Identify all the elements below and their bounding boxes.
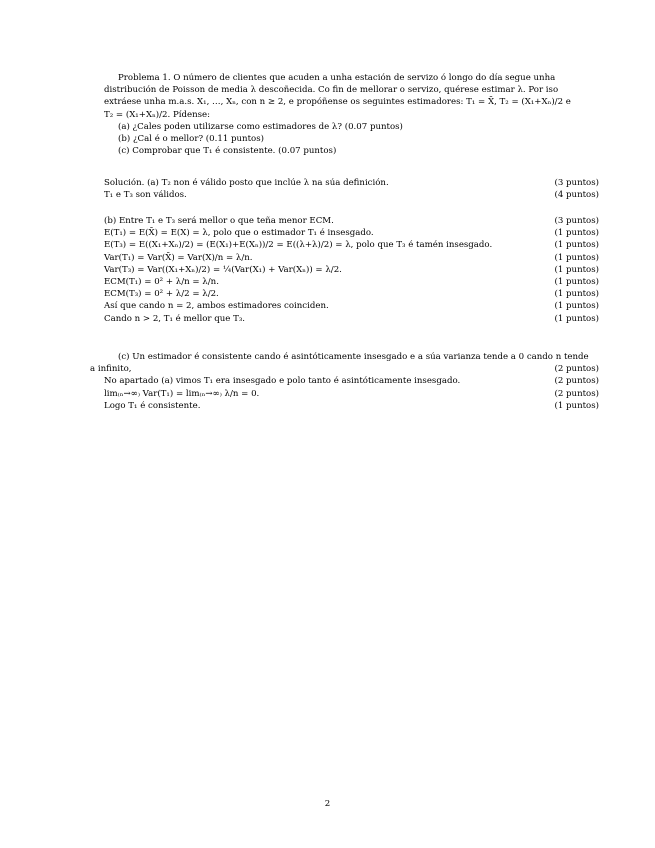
solution-a-points: (3 puntos) — [554, 178, 599, 188]
solution-b-text: ECM(T₁) = 0² + λ/n = λ/n. — [104, 277, 219, 288]
solution-c-text: No apartado (a) vimos T₁ era insesgado e polo tanto é asintóticamente insesgado. — [104, 376, 461, 387]
solution-c-block — [90, 351, 599, 412]
solution-b-points: (1 puntos) — [554, 252, 599, 263]
solution-c-points: (2 puntos) — [554, 376, 599, 387]
solution-b-text: Var(T₁) = Var(X̄) = Var(X)/n = λ/n. — [104, 252, 253, 263]
solution-c-line — [104, 388, 599, 400]
solution-b-points: (1 puntos) — [554, 240, 599, 251]
solution-c-line — [104, 375, 599, 387]
solution-a-line — [104, 177, 599, 189]
solution-b-text: (b) Entre T₁ e T₃ será mellor o que teña menor ECM. — [104, 216, 334, 226]
solution-a-points: (4 puntos) — [554, 190, 599, 201]
solution-b-block — [104, 215, 599, 325]
solution-c-line — [104, 400, 599, 412]
solution-c-intro-line — [90, 363, 599, 375]
solution-c-points: (1 puntos) — [554, 400, 599, 411]
solution-b-points: (1 puntos) — [554, 289, 599, 300]
solution-c-text: Logo T₁ é consistente. — [104, 400, 201, 411]
question-c: (c) Comprobar que T₁ é consistente. (0.07 puntos) — [118, 146, 337, 157]
solution-b-text: Así que cando n = 2, ambos estimadores coinciden. — [104, 301, 329, 312]
solution-b-text: Cando n > 2, T₁ é mellor que T₃. — [104, 313, 246, 324]
solution-b-points: (1 puntos) — [554, 277, 599, 288]
solution-b-line — [104, 227, 599, 239]
solution-a-text: Solución. (a) T₂ non é válido posto que inclúe λ na súa definición. — [104, 178, 389, 188]
solution-b-text: Var(T₃) = Var((X₁+Xₙ)/2) = ¼(Var(X₁) + Var(Xₙ)) = λ/2. — [104, 264, 342, 275]
question-a: (a) ¿Cales poden utilizarse como estimadores de λ? (0.07 puntos) — [118, 121, 403, 132]
solution-b-line — [104, 313, 599, 325]
solution-a-block — [104, 177, 599, 201]
solution-b-line — [104, 276, 599, 288]
problem-intro-line-2: distribución de Poisson de media λ descoñecida. Co fin de mellorar o servizo, quérese estimar λ. Por iso — [104, 85, 559, 96]
problem-statement — [104, 72, 599, 157]
solution-b-points: (3 puntos) — [554, 216, 599, 226]
solution-b-line — [104, 264, 599, 276]
page-number: 2 — [324, 799, 331, 809]
solution-c-intro-text: a infinito, — [90, 364, 132, 375]
solution-b-points: (1 puntos) — [554, 301, 599, 312]
solution-b-line — [104, 252, 599, 264]
solution-b-line — [104, 239, 599, 251]
problem-intro-line-4: T₂ = (X₁+Xₙ)/2. Pídense: — [104, 109, 211, 120]
question-b: (b) ¿Cal é o mellor? (0.11 puntos) — [118, 134, 264, 145]
solution-b-points: (1 puntos) — [554, 264, 599, 275]
solution-b-line — [104, 300, 599, 312]
solution-c-points: (2 puntos) — [554, 388, 599, 399]
solution-b-text: E(T₃) = E((X₁+Xₙ)/2) = (E(X₁)+E(Xₙ))/2 = E((λ+λ)/2) = λ, polo que T₃ é tamén insesgado. — [104, 240, 493, 251]
solution-b-points: (1 puntos) — [554, 228, 599, 239]
solution-b-line — [104, 288, 599, 300]
solution-b-text: E(T₁) = E(X̄) = E(X) = λ, polo que o estimador T₁ é insesgado. — [104, 228, 374, 239]
solution-a-line — [104, 189, 599, 201]
solution-a-text: T₁ e T₃ son válidos. — [104, 190, 187, 201]
problem-intro-line-1: Problema 1. O número de clientes que acuden a unha estación de servizo ó longo do día segue unha — [118, 73, 556, 83]
solution-c-intro-points: (2 puntos) — [554, 364, 599, 375]
solution-b-text: ECM(T₃) = 0² + λ/2 = λ/2. — [104, 289, 219, 300]
solution-c-intro-line-1: (c) Un estimador é consistente cando é asintóticamente insesgado e a súa varianza tende a 0 cando n tende — [118, 352, 589, 362]
solution-c-text: lim₍ₙ→∞₎ Var(T₁) = lim₍ₙ→∞₎ λ/n = 0. — [104, 388, 260, 399]
problem-intro-line-3: extráese unha m.a.s. X₁, …, Xₙ, con n ≥ 2, e propóñense os seguintes estimadores: T₁ = X̄, T₂ = (X₁+Xₙ)/2 e — [104, 97, 571, 108]
solution-b-points: (1 puntos) — [554, 313, 599, 324]
solution-b-line — [104, 215, 599, 227]
